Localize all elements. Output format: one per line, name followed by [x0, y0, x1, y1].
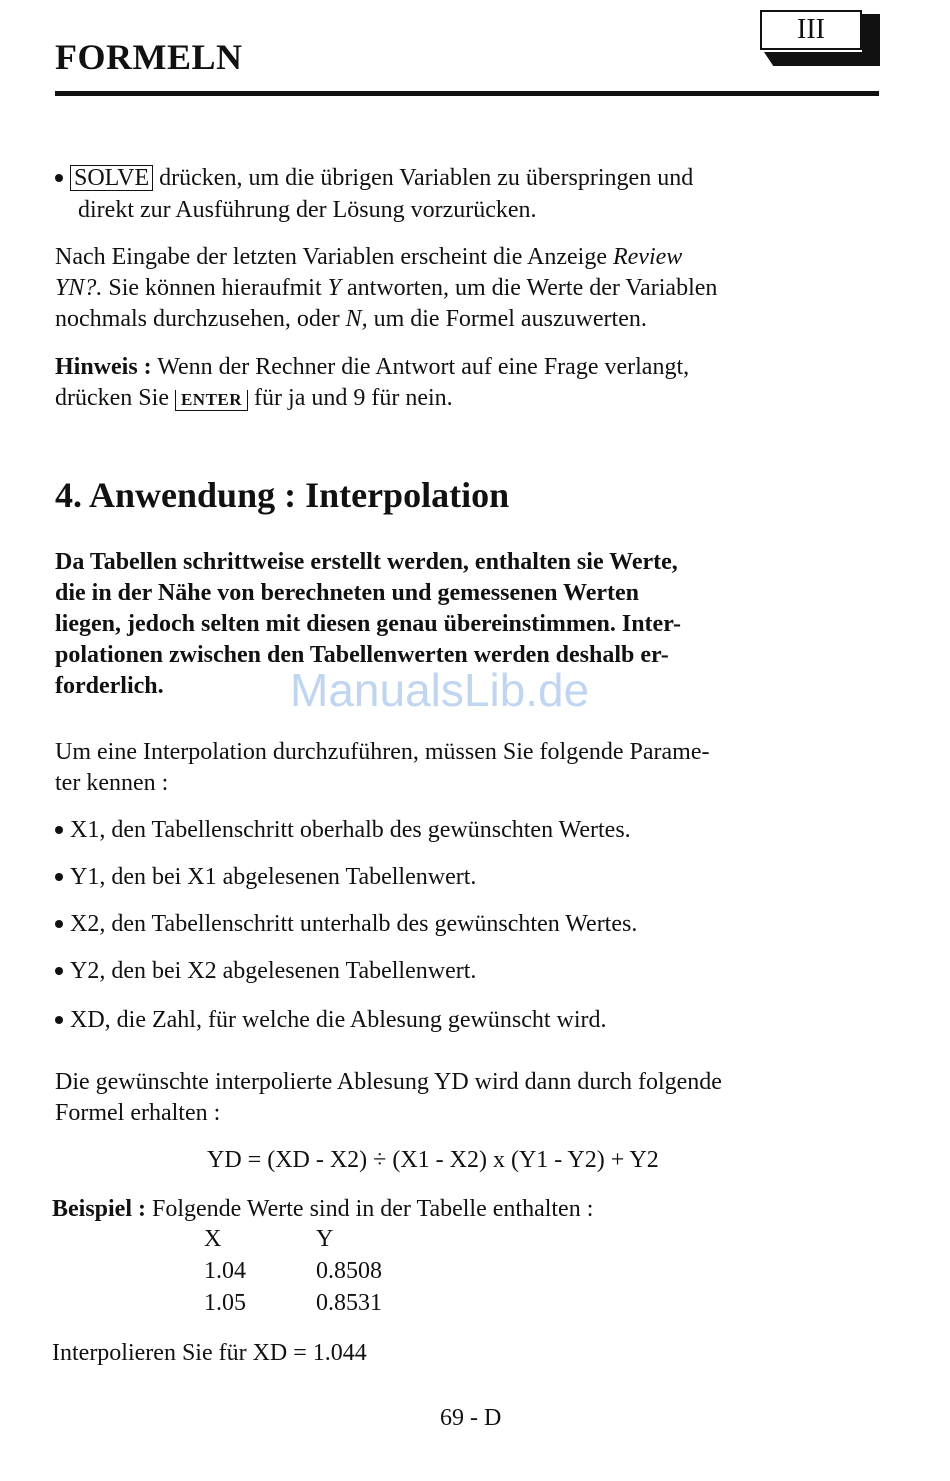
- param-item: [55, 909, 637, 940]
- param-item: [55, 1005, 607, 1036]
- result-intro-line: Formel erhalten :: [55, 1100, 221, 1126]
- example-text: Folgende Werte sind in der Tabelle enthalten :: [146, 1196, 594, 1222]
- hinweis-paragraph: [55, 352, 879, 414]
- intro-line: polationen zwischen den Tabellenwerten werden deshalb er-: [55, 642, 669, 668]
- review-text: Nach Eingabe der letzten Variablen erscheint die Anzeige: [55, 244, 613, 270]
- hinweis-label: Hinweis :: [55, 354, 152, 380]
- param-item: [55, 862, 476, 893]
- param-item: [55, 956, 476, 987]
- review-y: Y: [327, 275, 341, 301]
- intro-line: Da Tabellen schrittweise erstellt werden, enthalten sie Werte,: [55, 549, 678, 575]
- solve-bullet-text: drücken, um die übrigen Variablen zu überspringen und: [159, 165, 694, 191]
- table-cell: 0.8508: [316, 1258, 382, 1284]
- section-heading: 4. Anwendung : Interpolation: [55, 475, 510, 515]
- review-yn: YN?.: [55, 275, 103, 301]
- interpolate-line: Interpolieren Sie für XD = 1.044: [52, 1340, 367, 1366]
- bullet-icon: [55, 920, 63, 928]
- intro-line: liegen, jedoch selten mit diesen genau übereinstimmen. Inter-: [55, 611, 681, 637]
- interpolation-formula: YD = (XD - X2) ÷ (X1 - X2) x (Y1 - Y2) + Y2: [207, 1147, 659, 1173]
- review-line-2: [55, 273, 879, 304]
- review-n: N,: [345, 306, 368, 332]
- result-intro-line: Die gewünschte interpolierte Ablesung YD wird dann durch folgende: [55, 1069, 722, 1095]
- bullet-icon: [55, 967, 63, 975]
- review-line-1: [55, 242, 879, 273]
- review-text: Sie können hieraufmit: [102, 275, 328, 301]
- param-text: Y1, den bei X1 abgelesenen Tabellenwert.: [70, 864, 477, 890]
- table-cell: 1.05: [204, 1290, 246, 1316]
- page-number: 69 - D: [440, 1405, 502, 1431]
- param-text: X2, den Tabellenschritt unterhalb des gewünschten Wertes.: [70, 911, 638, 937]
- bullet-icon: [55, 873, 63, 881]
- example-line: [52, 1194, 876, 1225]
- hinweis-line-2: [55, 383, 879, 414]
- result-intro: [55, 1067, 879, 1129]
- solve-bullet-line2: direkt zur Ausführung der Lösung vorzurücken.: [78, 197, 537, 223]
- intro-line: die in der Nähe von berechneten und gemessenen Werten: [55, 580, 640, 606]
- review-text: nochmals durchzusehen, oder: [55, 306, 346, 332]
- review-text: um die Formel auszuwerten.: [367, 306, 647, 332]
- param-text: Y2, den bei X2 abgelesenen Tabellenwert.: [70, 958, 477, 984]
- params-intro-line: Um eine Interpolation durchzuführen, müssen Sie folgende Parame-: [55, 739, 710, 765]
- chapter-tab: III: [760, 10, 862, 50]
- params-intro-line: ter kennen :: [55, 770, 169, 796]
- hinweis-text: drücken Sie: [55, 385, 175, 411]
- table-header-y: Y: [316, 1226, 334, 1252]
- review-paragraph: [55, 242, 879, 335]
- param-text: XD, die Zahl, für welche die Ablesung gewünscht wird.: [70, 1007, 607, 1033]
- hinweis-line-1: [55, 352, 879, 383]
- param-item: [55, 815, 631, 846]
- review-word: Review: [612, 244, 683, 270]
- chapter-tab-shadow-bottom: [764, 52, 880, 66]
- table-header-x: X: [204, 1226, 222, 1252]
- intro-line: forderlich.: [55, 673, 164, 699]
- solve-key: SOLVE: [70, 165, 153, 191]
- page-header-title: FORMELN: [55, 37, 243, 77]
- enter-key: ENTER: [175, 390, 248, 411]
- header-rule: [55, 91, 879, 96]
- review-text: antworten, um die Werte der Variablen: [341, 275, 718, 301]
- example-label: Beispiel :: [52, 1196, 146, 1222]
- param-text: X1, den Tabellenschritt oberhalb des gewünschten Wertes.: [70, 817, 631, 843]
- table-cell: 1.04: [204, 1258, 246, 1284]
- hinweis-text: für ja und 9 für nein.: [248, 385, 453, 411]
- bullet-icon: [55, 174, 63, 182]
- params-intro: [55, 737, 879, 799]
- review-line-3: [55, 304, 879, 335]
- watermark: ManualsLib.de: [290, 664, 590, 716]
- table-cell: 0.8531: [316, 1290, 382, 1316]
- bullet-icon: [55, 826, 63, 834]
- bullet-icon: [55, 1016, 63, 1024]
- hinweis-text: Wenn der Rechner die Antwort auf eine Frage verlangt,: [151, 354, 690, 380]
- solve-bullet: [55, 163, 693, 194]
